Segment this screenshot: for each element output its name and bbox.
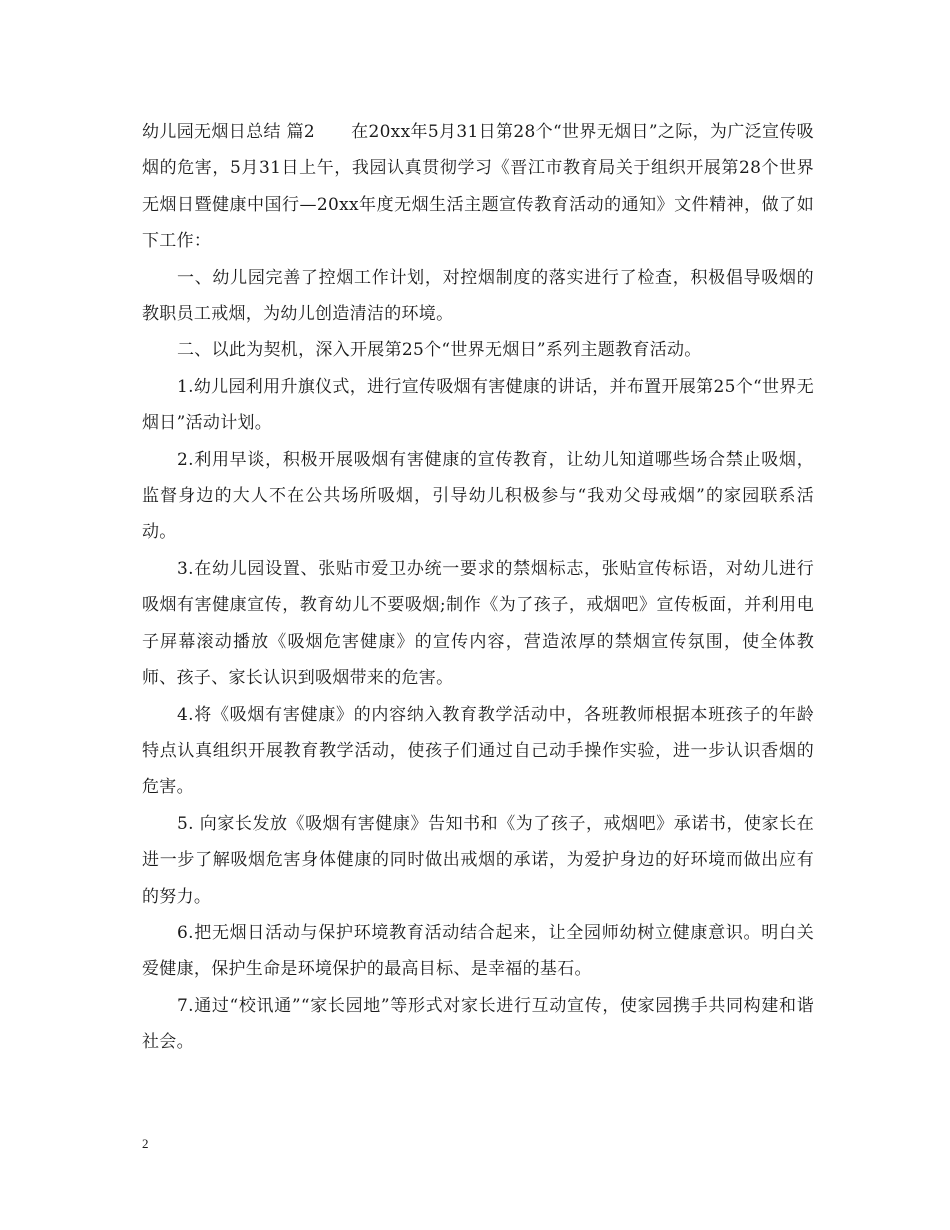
- paragraph-2: 二、以此为契机，深入开展第25个“世界无烟日”系列主题教育活动。: [177, 340, 702, 361]
- document-title: 幼儿园无烟日总结 篇2: [142, 122, 316, 142]
- paragraph-3: 1.幼儿园利用升旗仪式，进行宣传吸烟有害健康的讲话，并布置开展第25个“世界无烟日”活动计划。: [142, 376, 814, 434]
- paragraph-8: 6.把无烟日活动与保护环境教育活动结合起来，让全园师幼树立健康意识。明白关爱健康，保护生命是环境保护的最高目标、是幸福的基石。: [142, 922, 814, 980]
- document-body: [142, 114, 814, 1061]
- paragraph-4: 2.利用早谈，积极开展吸烟有害健康的宣传教育，让幼儿知道哪些场合禁止吸烟，监督身边的大人不在公共场所吸烟，引导幼儿积极参与“我劝父母戒烟”的家园联系活动。: [142, 449, 814, 543]
- page-number: 2: [142, 1136, 149, 1151]
- intro-text: 在20xx年5月31日第28个“世界无烟日”之际，为广泛宣传吸烟的危害，5月31日上午，我园认真贯彻学习《晋江市教育局关于组织开展第28个世界无烟日暨健康中国行—20xx年度无烟生活主题宣传教育活动的通知》文件精神，做了如下工作：: [142, 122, 814, 252]
- paragraph-5: 3.在幼儿园设置、张贴市爱卫办统一要求的禁烟标志，张贴宣传标语，对幼儿进行吸烟有害健康宣传，教育幼儿不要吸烟;制作《为了孩子，戒烟吧》宣传板面，并利用电子屏幕滚动播放《吸烟危害健康》的宣传内容，营造浓厚的禁烟宣传氛围，使全体教师、孩子、家长认识到吸烟带来的危害。: [142, 558, 814, 689]
- paragraph-6: 4.将《吸烟有害健康》的内容纳入教育教学活动中，各班教师根据本班孩子的年龄特点认真组织开展教育教学活动，使孩子们通过自己动手操作实验，进一步认识香烟的危害。: [142, 704, 814, 798]
- intro-paragraph: [142, 114, 814, 260]
- paragraph-1: 一、幼儿园完善了控烟工作计划，对控烟制度的落实进行了检查，积极倡导吸烟的教职员工戒烟，为幼儿创造清洁的环境。: [142, 267, 814, 325]
- paragraph-9: 7.通过“校讯通”“家长园地”等形式对家长进行互动宣传，使家园携手共同构建和谐社会。: [142, 995, 814, 1053]
- paragraph-7: 5. 向家长发放《吸烟有害健康》告知书和《为了孩子，戒烟吧》承诺书，使家长在进一步了解吸烟危害身体健康的同时做出戒烟的承诺，为爱护身边的好环境而做出应有的努力。: [142, 813, 814, 907]
